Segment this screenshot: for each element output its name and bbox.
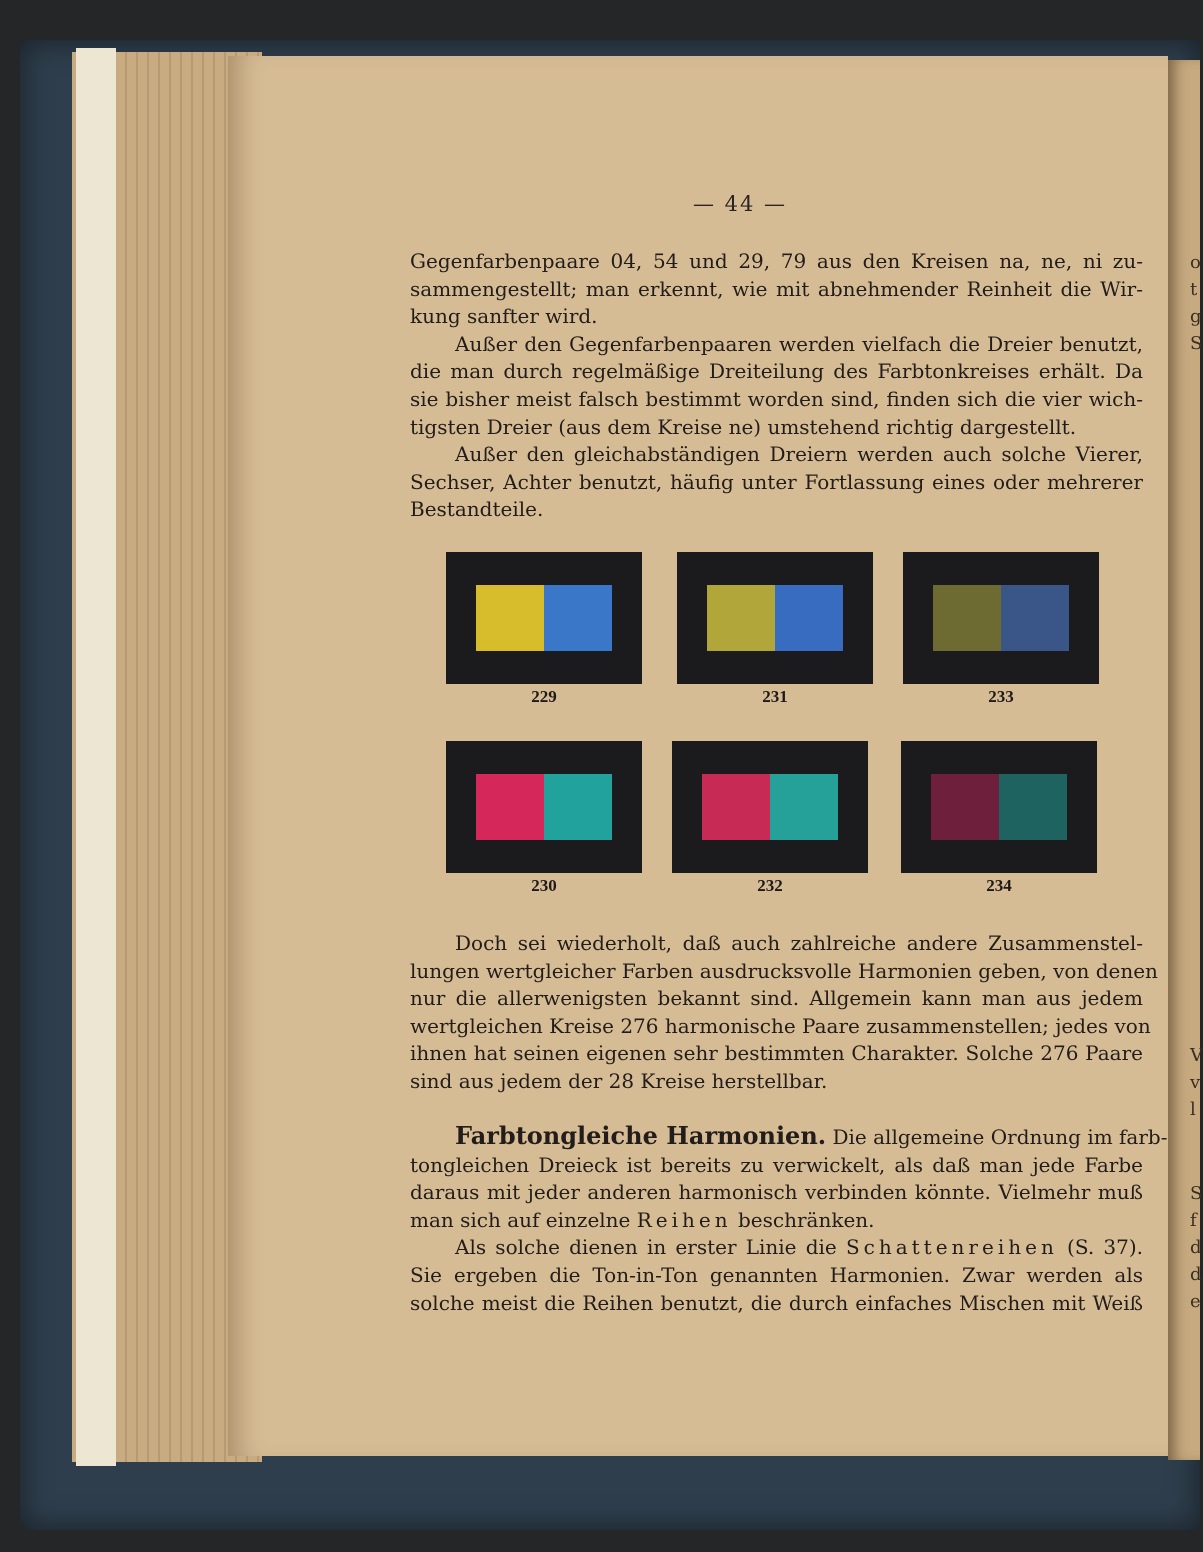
text-line: lungen wertgleicher Farben ausdrucksvolle Harmonien geben, von denen — [410, 958, 1158, 983]
swatch-left-color — [933, 585, 1001, 651]
next-page-fragment: l — [1190, 1099, 1196, 1120]
color-swatch-plate — [672, 741, 868, 873]
page-number: — 44 — — [692, 192, 788, 216]
next-page-fragment: g — [1190, 306, 1202, 327]
swatch-right-color — [999, 774, 1067, 840]
text-line: Außer den gleichabständigen Dreiern werden auch solche Vierer, — [455, 442, 1143, 467]
text-line: tigsten Dreier (aus dem Kreise ne) umstehend richtig dargestellt. — [410, 414, 1077, 439]
swatch-right-color — [544, 585, 612, 651]
text-line: solche meist die Reihen benutzt, die durch einfaches Mischen mit Weiß — [410, 1290, 1143, 1315]
text-line: kung sanfter wird. — [410, 304, 598, 329]
text-line: ihnen hat seinen eigenen sehr bestimmten Charakter. Solche 276 Paare — [410, 1041, 1143, 1066]
next-page-fragment: d — [1190, 1237, 1202, 1258]
next-page-fragment: d — [1190, 1264, 1202, 1285]
swatch-right-color — [1001, 585, 1069, 651]
emphasized-word: Schattenreihen — [845, 1235, 1058, 1260]
text-fragment: beschränken. — [731, 1207, 875, 1232]
text-line: die man durch regelmäßige Dreiteilung des Farbtonkreises erhält. Da — [410, 359, 1143, 384]
swatch-left-color — [931, 774, 999, 840]
section-heading: Farbtongleiche Harmonien. — [455, 1121, 827, 1150]
text-line: sie bisher meist falsch bestimmt worden sind, finden sich die vier wich- — [410, 386, 1143, 411]
next-page-fragment: S — [1190, 1183, 1203, 1204]
swatch-right-color — [770, 774, 838, 840]
paragraph-block-bottom — [410, 1121, 1168, 1317]
text-line: Gegenfarbenpaare 04, 54 und 29, 79 aus den Kreisen na, ne, ni zu- — [410, 249, 1143, 273]
text-line — [410, 1207, 1143, 1235]
swatch-label: 231 — [762, 687, 788, 706]
swatch-right-color — [544, 774, 612, 840]
text-line: Doch sei wiederholt, daß auch zahlreiche andere Zusammenstel- — [455, 931, 1143, 955]
swatch-left-color — [476, 585, 544, 651]
text-line — [410, 1234, 1143, 1262]
next-page-fragment: V — [1190, 1045, 1203, 1066]
text-line: nur die allerwenigsten bekannt sind. Allgemein kann man aus jedem — [410, 986, 1143, 1011]
text-fragment: (S. 37). — [1057, 1235, 1143, 1260]
swatch-right-color — [775, 585, 843, 651]
text-line: Sie ergeben die Ton-in-Ton genannten Harmonien. Zwar werden als — [410, 1262, 1143, 1287]
color-swatch-plate — [446, 552, 642, 684]
text-line: daraus mit jeder anderen harmonisch verbinden könnte. Vielmehr muß — [410, 1180, 1143, 1205]
color-swatch-plate — [677, 552, 873, 684]
swatch-label: 232 — [757, 876, 783, 895]
text-line: wertgleichen Kreise 276 harmonische Paare zusammenstellen; jedes von — [410, 1013, 1151, 1038]
text-fragment: Die allgemeine Ordnung im farb- — [826, 1125, 1168, 1149]
swatch-label: 234 — [986, 876, 1012, 895]
next-page-edge — [1168, 60, 1203, 1460]
page-edge — [76, 48, 116, 1466]
text-fragment: man sich auf einzelne — [410, 1207, 637, 1232]
text-line: sammengestellt; man erkennt, wie mit abnehmender Reinheit die Wir- — [410, 276, 1143, 301]
text-line — [410, 1121, 1168, 1152]
color-swatch-plate — [901, 741, 1097, 873]
next-page-fragment: e — [1190, 1291, 1201, 1312]
next-page-fragment: f — [1190, 1210, 1197, 1231]
color-swatch-plate — [446, 741, 642, 873]
text-line: Bestandteile. — [410, 497, 544, 522]
text-line: sind aus jedem der 28 Kreise herstellbar. — [410, 1068, 828, 1093]
color-swatch-plate — [903, 552, 1099, 684]
next-page-fragment: t — [1190, 279, 1198, 300]
next-page-fragment: v — [1190, 1072, 1201, 1093]
emphasized-word: Reihen — [636, 1207, 732, 1232]
text-line: Sechser, Achter benutzt, häufig unter Fortlassung eines oder mehrerer — [410, 469, 1143, 494]
swatch-left-color — [476, 774, 544, 840]
next-page-fragment: S — [1190, 333, 1203, 354]
swatch-label: 229 — [531, 687, 557, 706]
text-fragment: Als solche dienen in erster Linie die — [455, 1235, 846, 1260]
swatch-label: 233 — [988, 687, 1014, 706]
swatch-left-color — [707, 585, 775, 651]
swatch-label: 230 — [531, 876, 557, 895]
swatch-left-color — [702, 774, 770, 840]
next-page-fragment: o — [1190, 252, 1201, 273]
paragraph-block-top — [410, 248, 1143, 524]
paragraph-block-middle — [410, 930, 1158, 1096]
text-line: tongleichen Dreieck ist bereits zu verwickelt, als daß man jede Farbe — [410, 1152, 1143, 1177]
text-line: Außer den Gegenfarbenpaaren werden vielfach die Dreier benutzt, — [455, 331, 1143, 356]
